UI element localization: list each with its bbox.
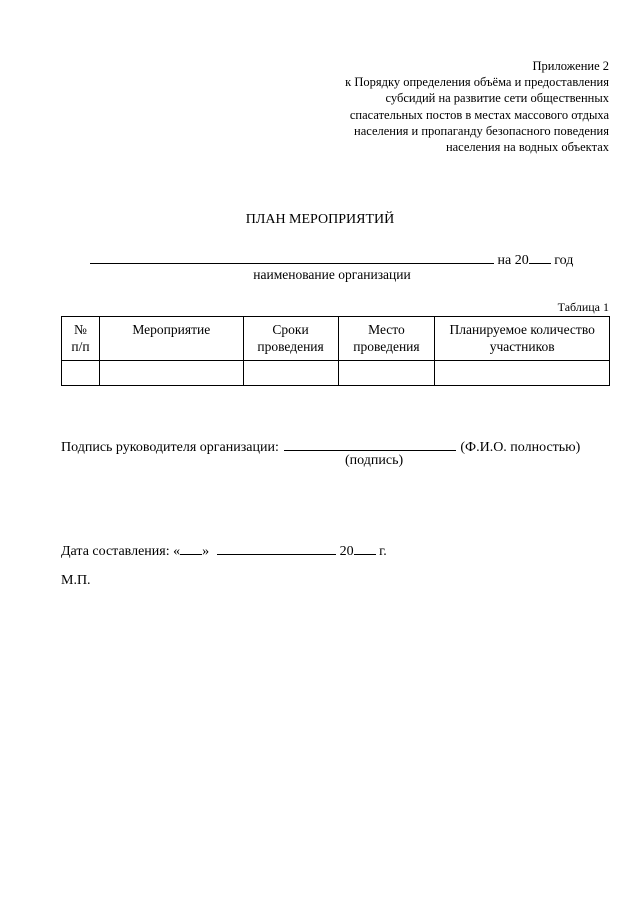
organization-caption: наименование организации <box>253 267 411 282</box>
cell-place[interactable] <box>338 361 435 386</box>
header-place-line1: Место <box>368 322 405 337</box>
header-participants <box>435 317 610 361</box>
table-label: Таблица 1 <box>557 300 609 314</box>
year-blank[interactable] <box>529 249 551 264</box>
cell-number[interactable] <box>62 361 100 386</box>
table-header-row <box>62 317 610 361</box>
month-blank[interactable] <box>217 540 336 555</box>
header-place <box>338 317 435 361</box>
events-table <box>61 316 610 386</box>
signature-caption: (подпись) <box>345 453 404 468</box>
header-dates-line2: проведения <box>257 339 324 354</box>
year-suffix: год <box>554 253 574 268</box>
header-participants-line1: Планируемое количество <box>449 322 595 337</box>
date-close-quote: » <box>202 544 210 559</box>
signature-line <box>61 436 580 456</box>
annex-header <box>279 58 609 155</box>
header-number <box>62 317 100 361</box>
header-participants-line2: участников <box>489 339 555 354</box>
date-year-blank[interactable] <box>354 540 376 555</box>
cell-event[interactable] <box>99 361 243 386</box>
date-line <box>61 540 387 560</box>
stamp-placeholder: М.П. <box>61 573 91 588</box>
cell-dates[interactable] <box>243 361 338 386</box>
header-event-line1: Мероприятие <box>132 322 211 337</box>
annex-line: населения на водных объектах <box>445 140 609 155</box>
header-dates <box>243 317 338 361</box>
date-year-suffix: г. <box>379 544 387 559</box>
year-prefix: на 20 <box>497 253 529 268</box>
header-dates-line1: Сроки <box>272 322 309 337</box>
document-title: ПЛАН МЕРОПРИЯТИЙ <box>245 212 395 227</box>
annex-line: населения и пропаганду безопасного поведения <box>354 123 609 138</box>
header-number-line2: п/п <box>71 339 90 354</box>
annex-line: спасательных постов в местах массового отдыха <box>349 107 609 122</box>
signature-suffix: (Ф.И.О. полностью) <box>460 440 581 455</box>
annex-line: к Порядку определения объёма и предоставления <box>345 75 609 90</box>
table-row <box>62 361 610 386</box>
header-event <box>99 317 243 361</box>
date-year-prefix: 20 <box>339 544 354 559</box>
date-label: Дата составления: « <box>61 544 181 559</box>
annex-line: субсидий на развитие сети общественных <box>385 91 609 106</box>
organization-name-blank[interactable] <box>90 249 494 264</box>
annex-line: Приложение 2 <box>532 59 609 73</box>
header-place-line2: проведения <box>353 339 420 354</box>
header-number-line1: № <box>74 322 87 337</box>
day-blank[interactable] <box>180 540 202 555</box>
organization-line <box>90 249 573 269</box>
signature-blank[interactable] <box>284 436 456 451</box>
signature-label: Подпись руководителя организации: <box>61 440 279 455</box>
cell-participants[interactable] <box>435 361 610 386</box>
